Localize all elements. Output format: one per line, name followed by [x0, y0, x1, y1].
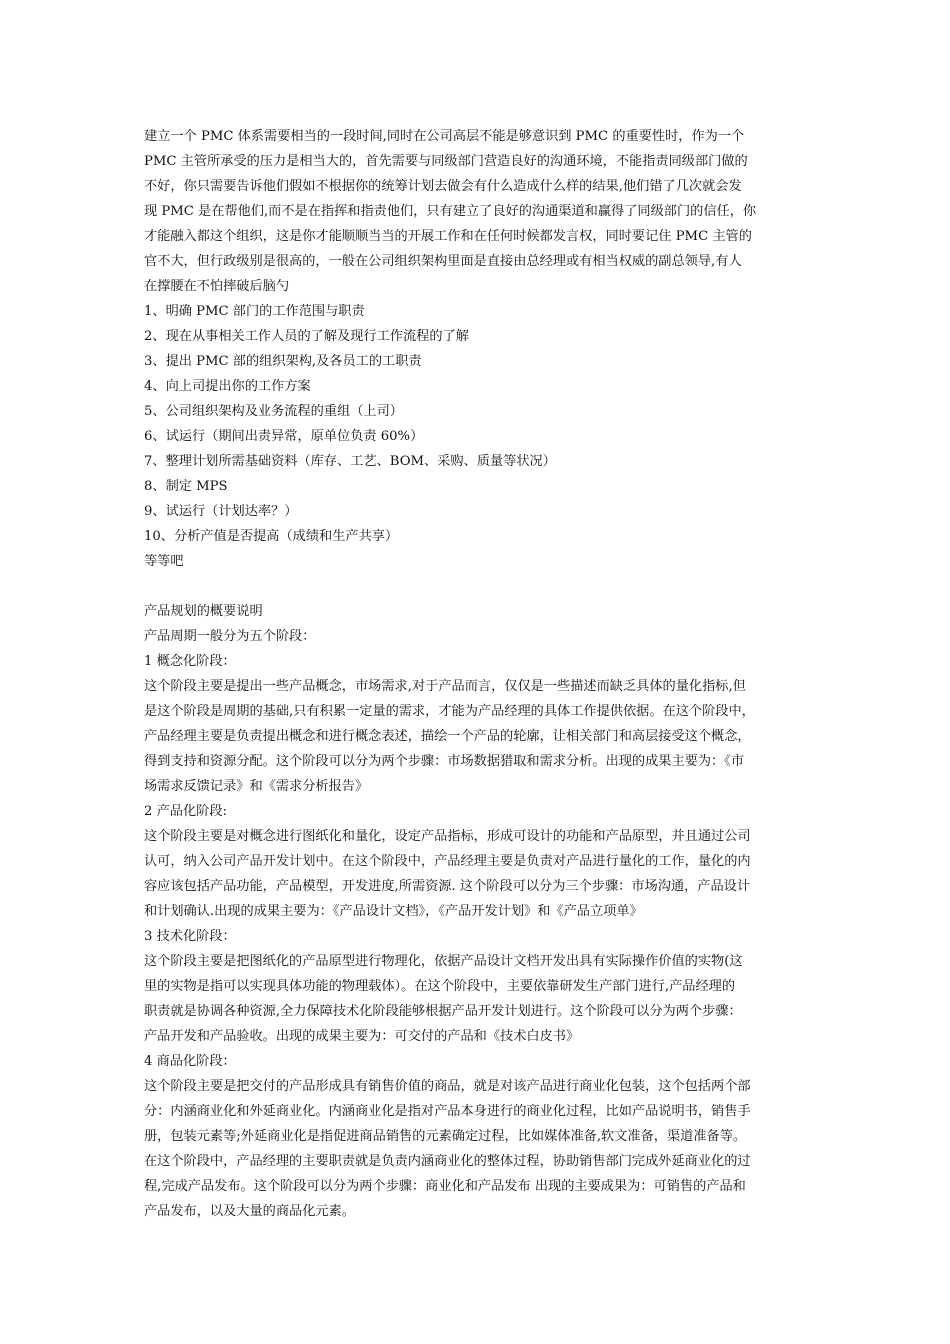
- stage-heading: 1 概念化阶段：: [144, 654, 236, 669]
- text-line: 在这个阶段中，产品经理的主要职责就是负责内涵商业化的整体过程，协助销售部门完成外延商业化的过: [144, 1154, 751, 1169]
- stage-heading: 2 产品化阶段:: [144, 804, 227, 819]
- list-item: 1、明确 PMC 部门的工作范围与职责: [144, 304, 365, 319]
- stage-4: [144, 1049, 814, 1224]
- steps-list: [144, 299, 814, 574]
- list-item: 10、分析产值是否提高（成绩和生产共享）: [144, 529, 399, 544]
- text-line: 职责就是协调各种资源,全力保障技术化阶段能够根据产品开发计划进行。这个阶段可以分为两个步骤：: [144, 1004, 742, 1019]
- text-line: 容应该包括产品功能，产品模型，开发进度,所需资源. 这个阶段可以分为三个步骤：市场沟通，产品设计: [144, 879, 751, 894]
- text-line: 产品经理主要是负责提出概念和进行概念表述，描绘一个产品的轮廓，让相关部门和高层接受这个概念，: [144, 729, 751, 744]
- list-item: 2、现在从事相关工作人员的了解及现行工作流程的了解: [144, 329, 469, 344]
- section-subtitle: 产品周期一般分为五个阶段：: [144, 629, 316, 644]
- stage-2: [144, 799, 814, 924]
- text-line: 现 PMC 是在帮他们,而不是在指挥和指责他们，只有建立了良好的沟通渠道和赢得了同级部门的信任，你: [144, 204, 757, 219]
- stage-heading: 3 技术化阶段：: [144, 929, 236, 944]
- text-line: 这个阶段主要是提出一些产品概念，市场需求,对于产品而言，仅仅是一些描述而缺乏具体的量化指标,但: [144, 679, 746, 694]
- list-item: 7、整理计划所需基础资料（库存、工艺、BOM、采购、质量等状况）: [144, 454, 556, 469]
- text-line: 才能融入都这个组织，这是你才能顺顺当当的开展工作和在任何时候都发言权，同时要记住 PMC 主管的: [144, 229, 752, 244]
- text-line: 在撑腰在不怕摔破后脑勺: [144, 279, 290, 294]
- stage-heading: 4 商品化阶段：: [144, 1054, 236, 1069]
- text-line: 不好，你只需要告诉他们假如不根据你的统筹计划去做会有什么造成什么样的结果,他们错了几次就会发: [144, 179, 742, 194]
- stage-3: [144, 924, 814, 1049]
- text-line: 册，包装元素等;外延商业化是指促进商品销售的元素确定过程，比如媒体准备,软文准备，渠道准备等。: [144, 1129, 747, 1144]
- list-item: 3、提出 PMC 部的组织架构,及各员工的工职责: [144, 354, 422, 369]
- text-line: 程,完成产品发布。这个阶段可以分为两个步骤：商业化和产品发布 出现的主要成果为：可销售的产品和: [144, 1179, 746, 1194]
- text-line: 这个阶段主要是对概念进行图纸化和量化，设定产品指标，形成可设计的功能和产品原型，并且通过公司: [144, 829, 751, 844]
- spacer: [144, 574, 814, 599]
- text-line: PMC 主管所承受的压力是相当大的，首先需要与同级部门营造良好的沟通环境，不能指责同级部门做的: [144, 154, 748, 169]
- text-line: 产品开发和产品验收。出现的成果主要为：可交付的产品和《技术白皮书》: [144, 1029, 580, 1044]
- text-line: 官不大，但行政级别是很高的，一般在公司组织架构里面是直接由总经理或有相当权威的副总领导,有人: [144, 254, 742, 269]
- list-item: 8、制定 MPS: [144, 479, 228, 494]
- list-item: 9、试运行（计划达率？）: [144, 504, 298, 519]
- text-line: 得到支持和资源分配。这个阶段可以分为两个步骤：市场数据猎取和需求分析。出现的成果主要为：《市: [144, 754, 745, 769]
- text-line: 建立一个 PMC 体系需要相当的一段时间,同时在公司高层不能是够意识到 PMC 的重要性时，作为一个: [144, 129, 745, 144]
- text-line: 场需求反馈记录》和《需求分析报告》: [144, 779, 369, 794]
- text-line: 是这个阶段是周期的基础,只有积累一定量的需求，才能为产品经理的具体工作提供依据。在这个阶段中，: [144, 704, 755, 719]
- list-item: 5、公司组织架构及业务流程的重组（上司）: [144, 404, 403, 419]
- list-item: 4、向上司提出你的工作方案: [144, 379, 311, 394]
- section-title: 产品规划的概要说明: [144, 604, 263, 619]
- stage-1: [144, 649, 814, 799]
- text-line: 和计划确认.出现的成果主要为：《产品设计文档》，《产品开发计划》和《产品立项单》: [144, 904, 643, 919]
- text-line: 这个阶段主要是把交付的产品形成具有销售价值的商品，就是对该产品进行商业化包装，这个包括两个部: [144, 1079, 751, 1094]
- document-body: [144, 124, 814, 1224]
- text-line: 产品发布，以及大量的商品化元素。: [144, 1204, 355, 1219]
- text-line: 里的实物是指可以实现具体功能的物理载体）。在这个阶段中，主要依靠研发生产部门进行,产品经理的: [144, 979, 736, 994]
- text-line: 分：内涵商业化和外延商业化。内涵商业化是指对产品本身进行的商业化过程，比如产品说明书，销售手: [144, 1104, 751, 1119]
- text-line: 认可，纳入公司产品开发计划中。在这个阶段中，产品经理主要是负责对产品进行量化的工作，量化的内: [144, 854, 751, 869]
- text-line: 这个阶段主要是把图纸化的产品原型进行物理化，依据产品设计文档开发出具有实际操作价值的实物(这: [144, 954, 743, 969]
- intro-paragraph: [144, 124, 814, 299]
- list-item: 6、试运行（期间出责异常，原单位负责 60%）: [144, 429, 424, 444]
- list-item: 等等吧: [144, 554, 184, 569]
